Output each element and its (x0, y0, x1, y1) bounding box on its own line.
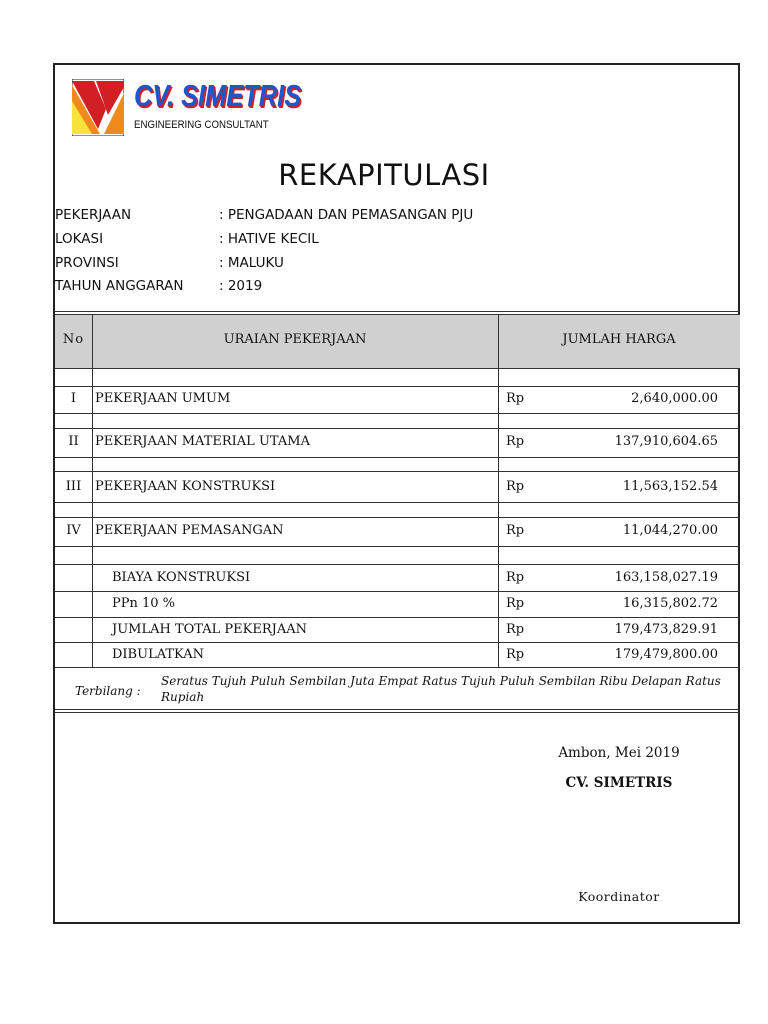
header-amount: JUMLAH HARGA (562, 332, 676, 347)
row-amount: 137,910,604.65 (614, 434, 718, 449)
row-number: IV (66, 523, 81, 538)
row-number: II (68, 434, 79, 449)
info-row-pekerjaan (55, 207, 473, 223)
summary-amount: 179,473,829.91 (614, 622, 718, 637)
summary-currency: Rp (506, 622, 525, 637)
info-value: : MALUKU (219, 255, 284, 271)
row-currency: Rp (506, 523, 525, 538)
summary-description: PPn 10 % (112, 596, 176, 611)
table-rule (55, 386, 740, 387)
terbilang-label: Terbilang : (75, 684, 141, 698)
row-description: PEKERJAAN PEMASANGAN (95, 523, 284, 538)
row-number: III (65, 479, 82, 494)
table-rule (55, 591, 740, 592)
table-rule (55, 502, 740, 503)
summary-currency: Rp (506, 647, 525, 662)
table-bottom-rule (55, 712, 740, 713)
table-rule (55, 617, 740, 618)
summary-description: JUMLAH TOTAL PEKERJAAN (112, 622, 307, 637)
document-title: REKAPITULASI (278, 158, 490, 192)
info-value: : 2019 (219, 278, 263, 294)
table-rule (55, 471, 740, 472)
table-rule (55, 413, 740, 414)
info-key: TAHUN ANGGARAN (55, 278, 184, 294)
table-rule (55, 457, 740, 458)
summary-description: DIBULATKAN (112, 647, 204, 662)
info-row-provinsi (55, 255, 284, 271)
summary-currency: Rp (506, 570, 525, 585)
signature-role: Koordinator (578, 889, 660, 904)
signature-place-date: Ambon, Mei 2019 (558, 745, 680, 761)
table-rule (55, 428, 740, 429)
info-key: LOKASI (55, 231, 104, 247)
company-logo-name: CV. SIMETRIS (134, 78, 302, 113)
row-number: I (70, 391, 77, 406)
table-column-divider (92, 314, 93, 667)
table-top-rule (55, 311, 740, 312)
terbilang-text: Seratus Tujuh Puluh Sembilan Juta Empat Ratus Tujuh Puluh Sembilan Ribu Delapan Ratus Rupiah (161, 674, 721, 704)
table-rule (55, 368, 740, 369)
company-logo-icon (72, 79, 124, 136)
row-currency: Rp (506, 479, 525, 494)
info-key: PROVINSI (55, 255, 119, 271)
summary-currency: Rp (506, 596, 525, 611)
company-logo-subtitle: ENGINEERING CONSULTANT (134, 119, 269, 131)
signature-company: CV. SIMETRIS (565, 775, 673, 791)
table-rule (55, 642, 740, 643)
row-amount: 11,563,152.54 (622, 479, 718, 494)
summary-amount: 16,315,802.72 (622, 596, 718, 611)
row-description: PEKERJAAN UMUM (95, 391, 231, 406)
summary-description: BIAYA KONSTRUKSI (112, 570, 251, 585)
row-description: PEKERJAAN MATERIAL UTAMA (95, 434, 310, 449)
table-bottom-rule (55, 709, 740, 710)
info-row-tahun-anggaran (55, 278, 262, 294)
row-amount: 11,044,270.00 (622, 523, 718, 538)
table-top-rule (55, 314, 740, 315)
summary-amount: 179,479,800.00 (614, 647, 718, 662)
info-value: : PENGADAAN DAN PEMASANGAN PJU (219, 207, 474, 223)
row-currency: Rp (506, 391, 525, 406)
info-row-lokasi (55, 231, 319, 247)
info-value: : HATIVE KECIL (219, 231, 319, 247)
info-key: PEKERJAAN (55, 207, 132, 223)
table-rule (55, 517, 740, 518)
table-rule (55, 546, 740, 547)
table-rule (55, 667, 740, 668)
table-rule (55, 564, 740, 565)
row-description: PEKERJAAN KONSTRUKSI (95, 479, 276, 494)
summary-amount: 163,158,027.19 (614, 570, 718, 585)
header-no: No (62, 332, 85, 347)
row-amount: 2,640,000.00 (631, 391, 718, 406)
table-column-divider (498, 314, 499, 667)
header-description: URAIAN PEKERJAAN (223, 332, 367, 347)
row-currency: Rp (506, 434, 525, 449)
